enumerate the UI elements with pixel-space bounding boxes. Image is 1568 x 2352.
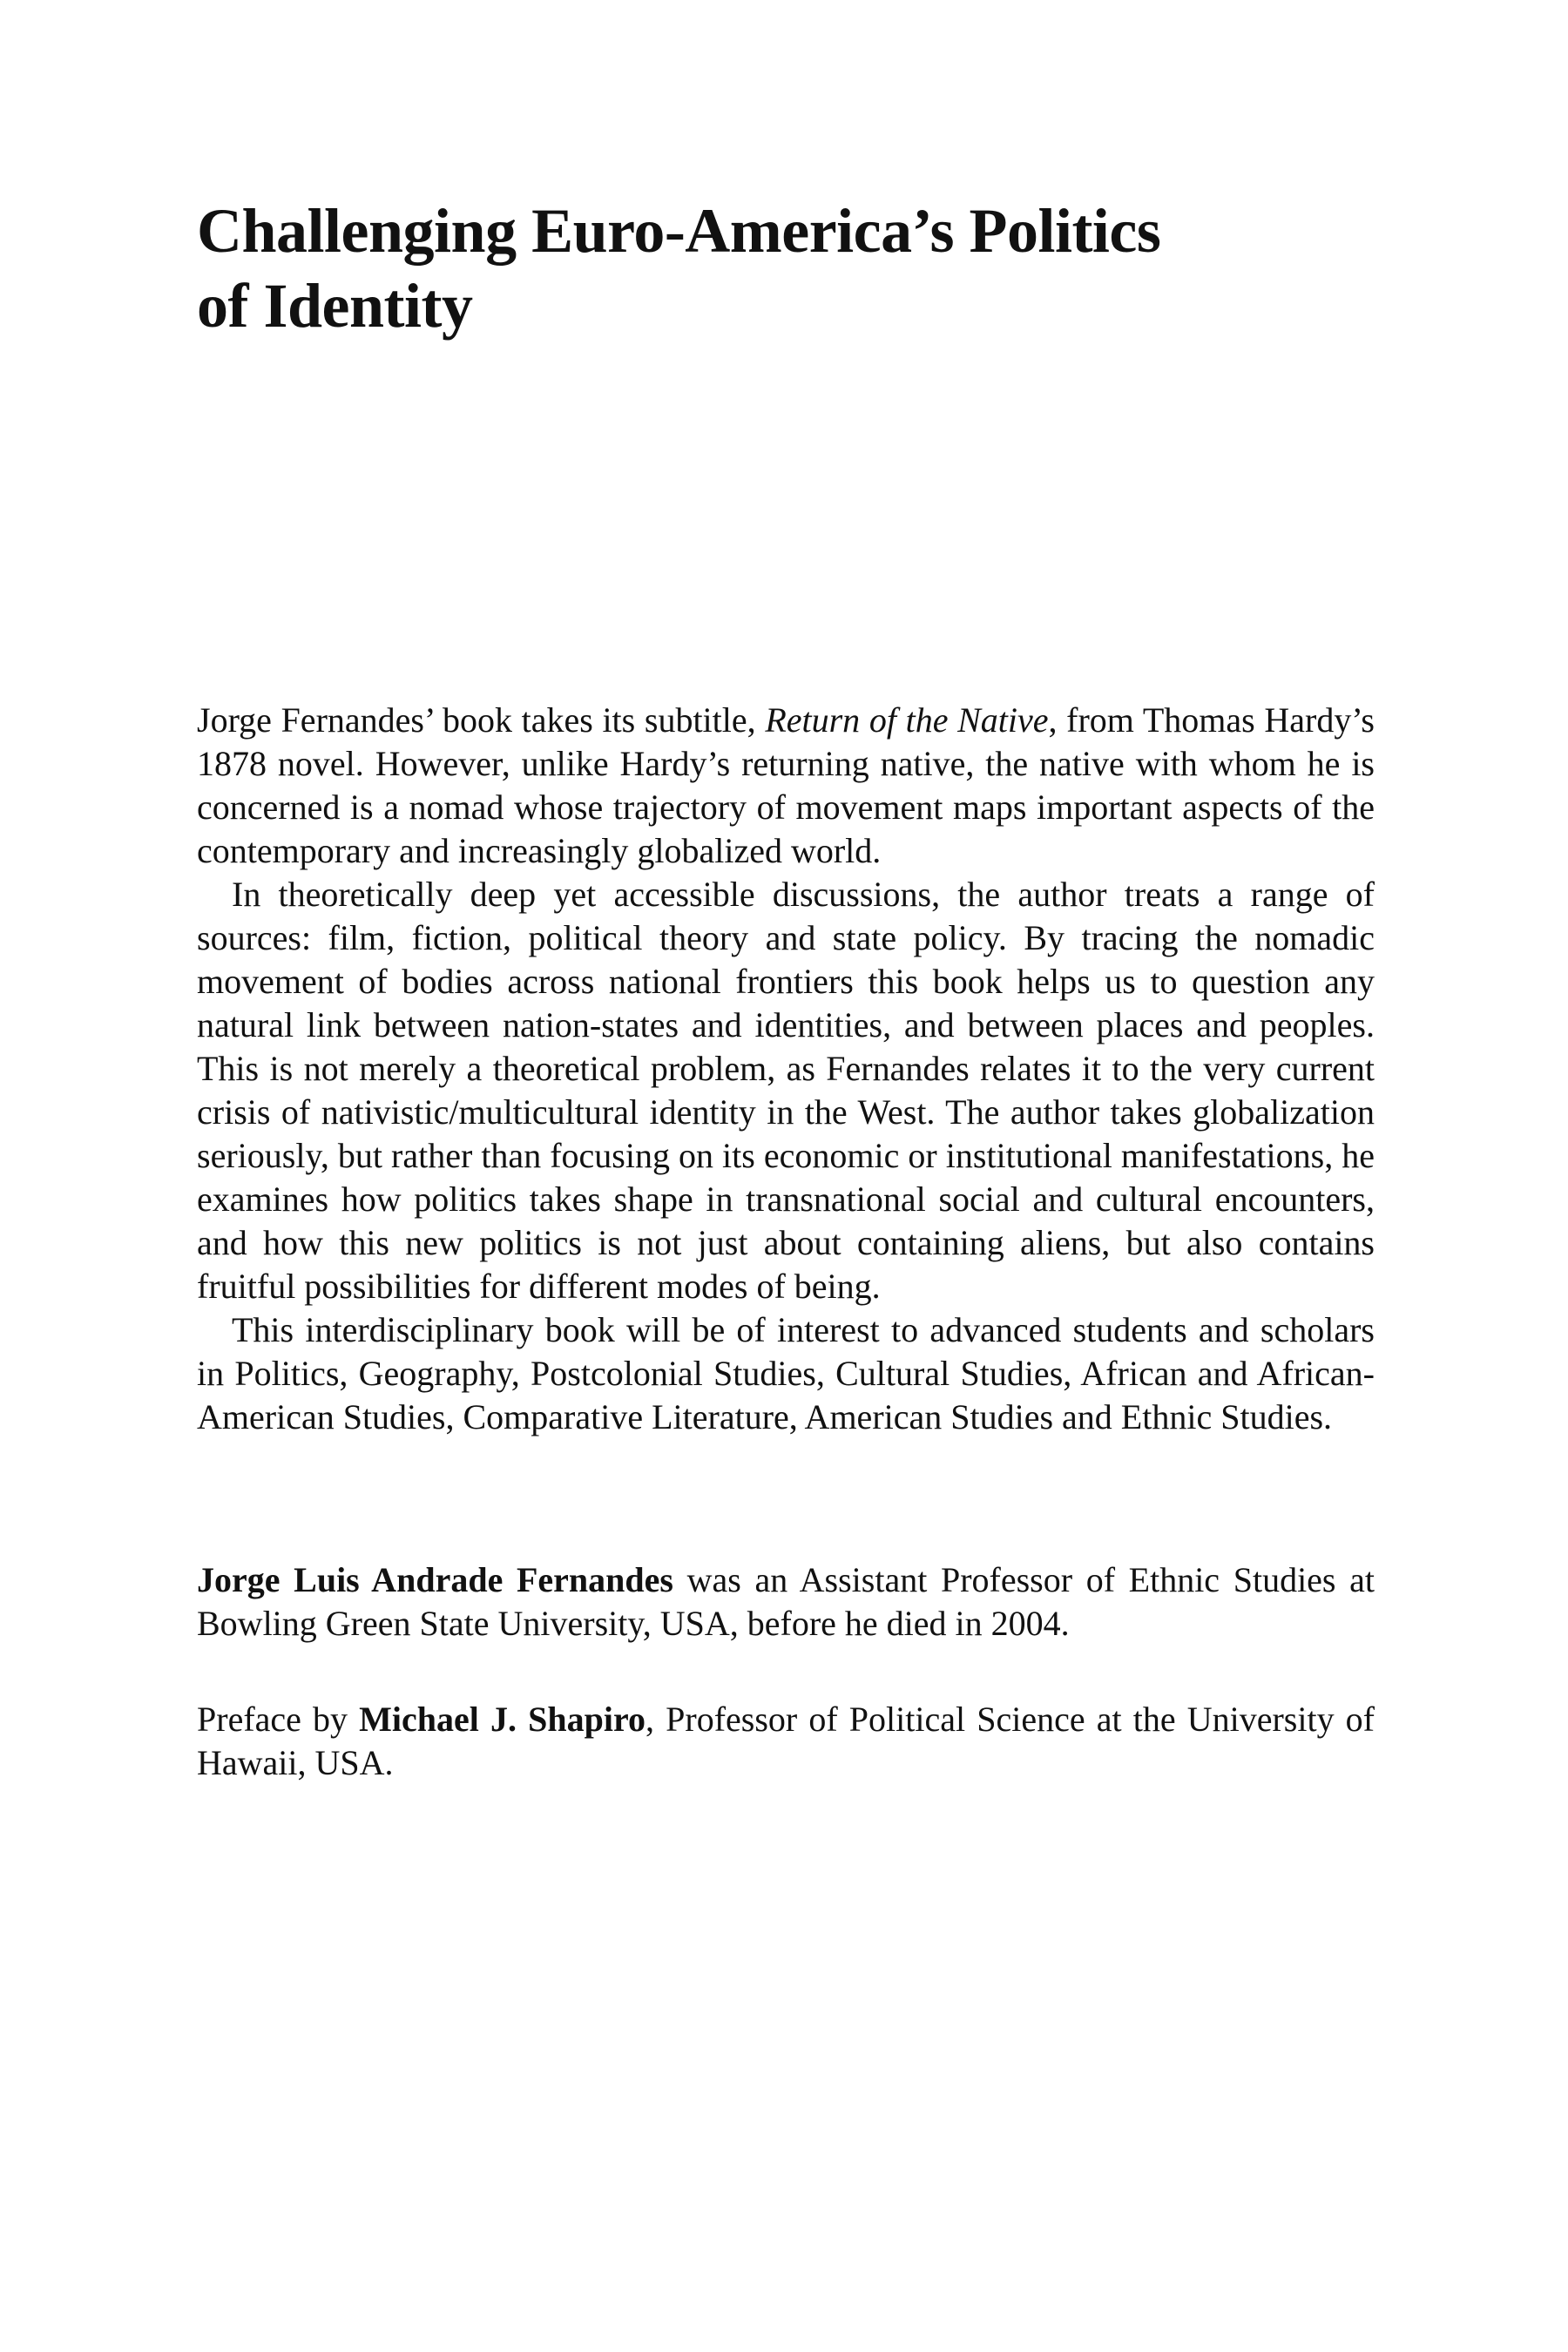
- description-paragraph-3: This interdisciplinary book will be of interest to advanced students and scholars in Politics, Geography, Postcolonial Studies, Cultural Studies, African and African-American Studies, Comparative Literature, American Studies and Ethnic Studies.: [197, 1310, 1375, 1436]
- preface-credit: [197, 1698, 1375, 1785]
- preface-author-name: Michael J. Shapiro: [359, 1700, 646, 1739]
- author-bio: [197, 1558, 1375, 1646]
- description-p1-before: Jorge Fernandes’ book takes its subtitle,: [197, 700, 766, 740]
- author-bio-text: was an Assistant Professor of Ethnic Studies at Bowling Green State University, USA, before he died in 2004.: [197, 1560, 1375, 1643]
- book-title-line-2: of Identity: [197, 271, 473, 341]
- preface-prefix: Preface by: [197, 1700, 360, 1739]
- book-description: [197, 699, 1375, 1439]
- description-paragraph-1: [197, 699, 1375, 873]
- description-paragraph-2: In theoretically deep yet accessible discussions, the author treats a range of sources: film, fiction, political theory and state policy. By tracing the nomadic movement of bodies across national frontiers this book helps us to question any natural link between nation-states and identities, and between places and peoples. This is not merely a theoretical problem, as Fernandes relates it to the very current crisis of nativistic/multicultural identity in the West. The author takes globalization seriously, but rather than focusing on its economic or institutional manifestations, he examines how politics takes shape in transnational social and cultural encounters, and how this new politics is not just about containing aliens, but also contains fruitful possibilities for different modes of being.: [197, 875, 1375, 1306]
- description-p1-after: , from Thomas Hardy’s 1878 novel. However, unlike Hardy’s returning native, the native with whom he is concerned is a nomad whose trajectory of movement maps important aspects of the contemporary and increasingly globalized world.: [197, 700, 1375, 870]
- preface-text: , Professor of Political Science at the University of Hawaii, USA.: [197, 1700, 1375, 1782]
- subtitle-reference: Return of the Native: [765, 700, 1049, 740]
- book-title-line-1: Challenging Euro-America’s Politics: [197, 196, 1161, 266]
- book-title: [197, 193, 1399, 343]
- author-name: Jorge Luis Andrade Fernandes: [197, 1560, 673, 1599]
